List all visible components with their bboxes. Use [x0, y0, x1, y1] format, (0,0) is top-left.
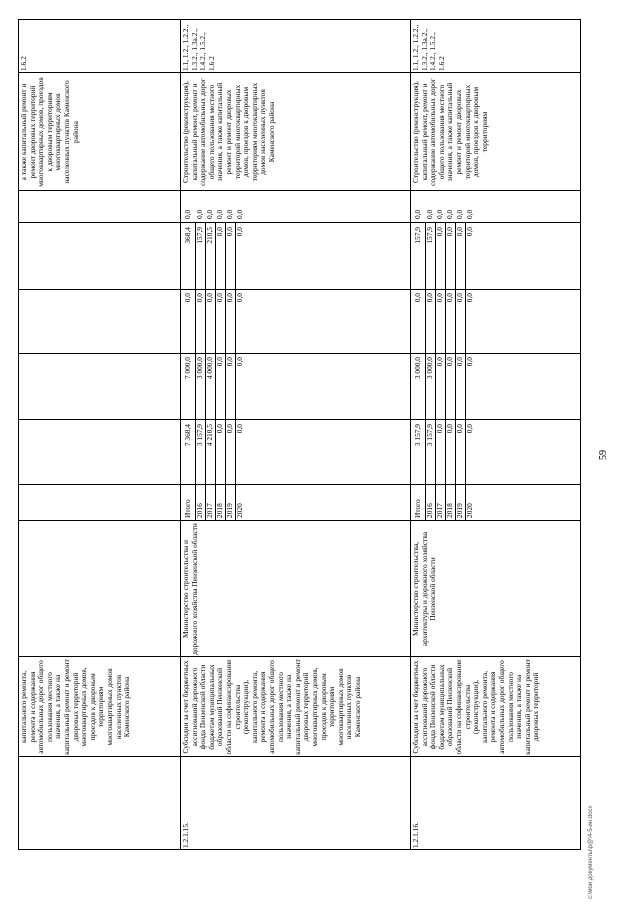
row-indicators: 1.1, 1.2., 1.2.2., 1.3.2., 1.3а.2., 1.4.2., 1.5.2., 1.6.2	[181, 24, 216, 71]
federal-value: 0,0	[465, 293, 474, 303]
local-value: 0,0	[455, 227, 464, 237]
continuation-result: а также капитальный ремонт и ремонт дворовых территорий многоквартирных домов, проездов к дворовым территориям многоквартирных домов населенных пунктов Каменского района	[19, 77, 80, 187]
total-value: 0,0	[465, 424, 474, 434]
row-indicators: 1.1, 1.2., 1.2.2., 1.3.2., 1.3а.2., 1.4.2., 1.5.2., 1.6.2	[411, 24, 446, 71]
federal-value: 0,0	[235, 293, 244, 303]
year-label: 2016	[425, 503, 434, 518]
regional-value: 0,0	[215, 357, 224, 367]
total-value: 0,0	[435, 424, 444, 434]
row-description: Субсидии за счет бюджетных ассигнований дорожного фонда Пензенской области бюджетам муниципальных образований Пензенской области на софинансирование строительства (реконструкции), капитального ремонта, ремонта и содержания автомобильных дорог общего пользования местного значения, а также на капитальный ремонт и ремонт дворовых территорий	[411, 659, 541, 755]
federal-value: 0,0	[183, 293, 192, 303]
other-value: 0,0	[425, 209, 434, 219]
regional-value: 4 000,0	[205, 357, 214, 380]
other-value: 0,0	[205, 209, 214, 219]
total-value: 3 157,9	[195, 424, 204, 447]
total-value: 0,0	[455, 424, 464, 434]
year-label: 2017	[205, 503, 214, 518]
year-label: 2016	[195, 503, 204, 518]
row-number: 1.2.1.15.	[181, 822, 190, 848]
local-value: 0,0	[225, 227, 234, 237]
regional-value: 0,0	[455, 357, 464, 367]
federal-value: 0,0	[215, 293, 224, 303]
total-value: 3 157,9	[425, 424, 434, 447]
total-value: 0,0	[215, 424, 224, 434]
year-label: 2017	[435, 503, 444, 518]
year-label: Итого	[413, 499, 422, 518]
federal-value: 0,0	[425, 293, 434, 303]
total-value: 7 368,4	[183, 424, 192, 447]
year-label: Итого	[183, 499, 192, 518]
row-number: 1.2.1.16.	[411, 822, 420, 848]
other-value: 0,0	[455, 209, 464, 219]
row-description: Субсидии за счет бюджетных ассигнований дорожного фонда Пензенской области бюджетам муниципальных образований Пензенской области на софинансирование строительства (реконструкции), капитального ремонта, ремонта и содержания автомобильных дорог общего пользования местного значения, а также на капитальный ремонт и ремонт дворовых территорий многоквартирных домов, проездов к дворовым территориям многоквартирных домов населенных пунктов Каменского района	[181, 659, 362, 755]
total-value: 3 157,9	[413, 424, 422, 447]
local-value: 157,9	[413, 227, 422, 244]
other-value: 0,0	[225, 209, 234, 219]
year-label: 2019	[225, 503, 234, 518]
federal-value: 0,0	[445, 293, 454, 303]
row-result: Строительство (реконструкция), капитальный ремонт, ремонт и содержание автомобильных дорог общего пользования местного значения, а также капитальный ремонт и ремонт дворовых территорий многоквартирных домов, проездов к дворовым территориям многоквартирных домов населенных пунктов Каменского района	[181, 78, 276, 186]
local-value: 0,0	[235, 227, 244, 237]
federal-value: 0,0	[195, 293, 204, 303]
year-label: 2020	[235, 503, 244, 518]
local-value: 0,0	[435, 227, 444, 237]
regional-value: 0,0	[225, 357, 234, 367]
other-value: 0,0	[235, 209, 244, 219]
year-label: 2020	[465, 503, 474, 518]
row-executor: Министерство строительства, архитектуры и дорожного хозяйства Пензенской области	[411, 531, 438, 647]
other-value: 0,0	[183, 209, 192, 219]
federal-value: 0,0	[205, 293, 214, 303]
local-value: 0,0	[215, 227, 224, 237]
other-value: 0,0	[215, 209, 224, 219]
federal-value: 0,0	[435, 293, 444, 303]
page-number: 59	[598, 450, 609, 460]
local-value: 368,4	[183, 227, 192, 244]
year-label: 2018	[445, 503, 454, 518]
other-value: 0,0	[435, 209, 444, 219]
year-label: 2019	[455, 503, 464, 518]
total-value: 0,0	[225, 424, 234, 434]
total-value: 4 210,5	[205, 424, 214, 447]
total-value: 0,0	[235, 424, 244, 434]
other-value: 0,0	[445, 209, 454, 219]
row-executor: Министерство строительства и дорожного хозяйства Пензенской области	[181, 523, 199, 655]
local-value: 157,9	[425, 227, 434, 244]
local-value: 0,0	[465, 227, 474, 237]
year-label: 2018	[215, 503, 224, 518]
regional-value: 3 000,0	[195, 357, 204, 380]
local-value: 210,5	[205, 227, 214, 244]
federal-value: 0,0	[413, 293, 422, 303]
other-value: 0,0	[195, 209, 204, 219]
regional-value: 7 000,0	[183, 357, 192, 380]
regional-value: 0,0	[435, 357, 444, 367]
local-value: 157,9	[195, 227, 204, 244]
regional-value: 0,0	[465, 357, 474, 367]
local-value: 0,0	[445, 227, 454, 237]
regional-value: 0,0	[445, 357, 454, 367]
other-value: 0,0	[465, 209, 474, 219]
regional-value: 0,0	[235, 357, 244, 367]
regional-value: 3 000,0	[413, 357, 422, 380]
federal-value: 0,0	[225, 293, 234, 303]
row-result: Строительство (реконструкция), капитальный ремонт, ремонт и содержание автомобильных дорог общего пользования местного значения, а также капитальный ремонт и ремонт дворовых территорий многоквартирных домов, проездов к дворовым территориям	[411, 78, 489, 186]
continuation-description: капитального ремонта, ремонта и содержания автомобильных дорог общего пользования местного значения, а также на капитальный ремонт и ремонт дворовых территорий многоквартирных домов, проездов к дворовым территориям многоквартирных домов населенных пунктов Каменского района	[19, 659, 132, 755]
footer-file-path: c:\мои документы\р@\4-5-ин.docx	[588, 805, 594, 899]
total-value: 0,0	[445, 424, 454, 434]
other-value: 0,0	[413, 209, 422, 219]
regional-value: 3 000,0	[425, 357, 434, 380]
federal-value: 0,0	[455, 293, 464, 303]
continuation-indicator: 1.6.2	[19, 56, 28, 71]
